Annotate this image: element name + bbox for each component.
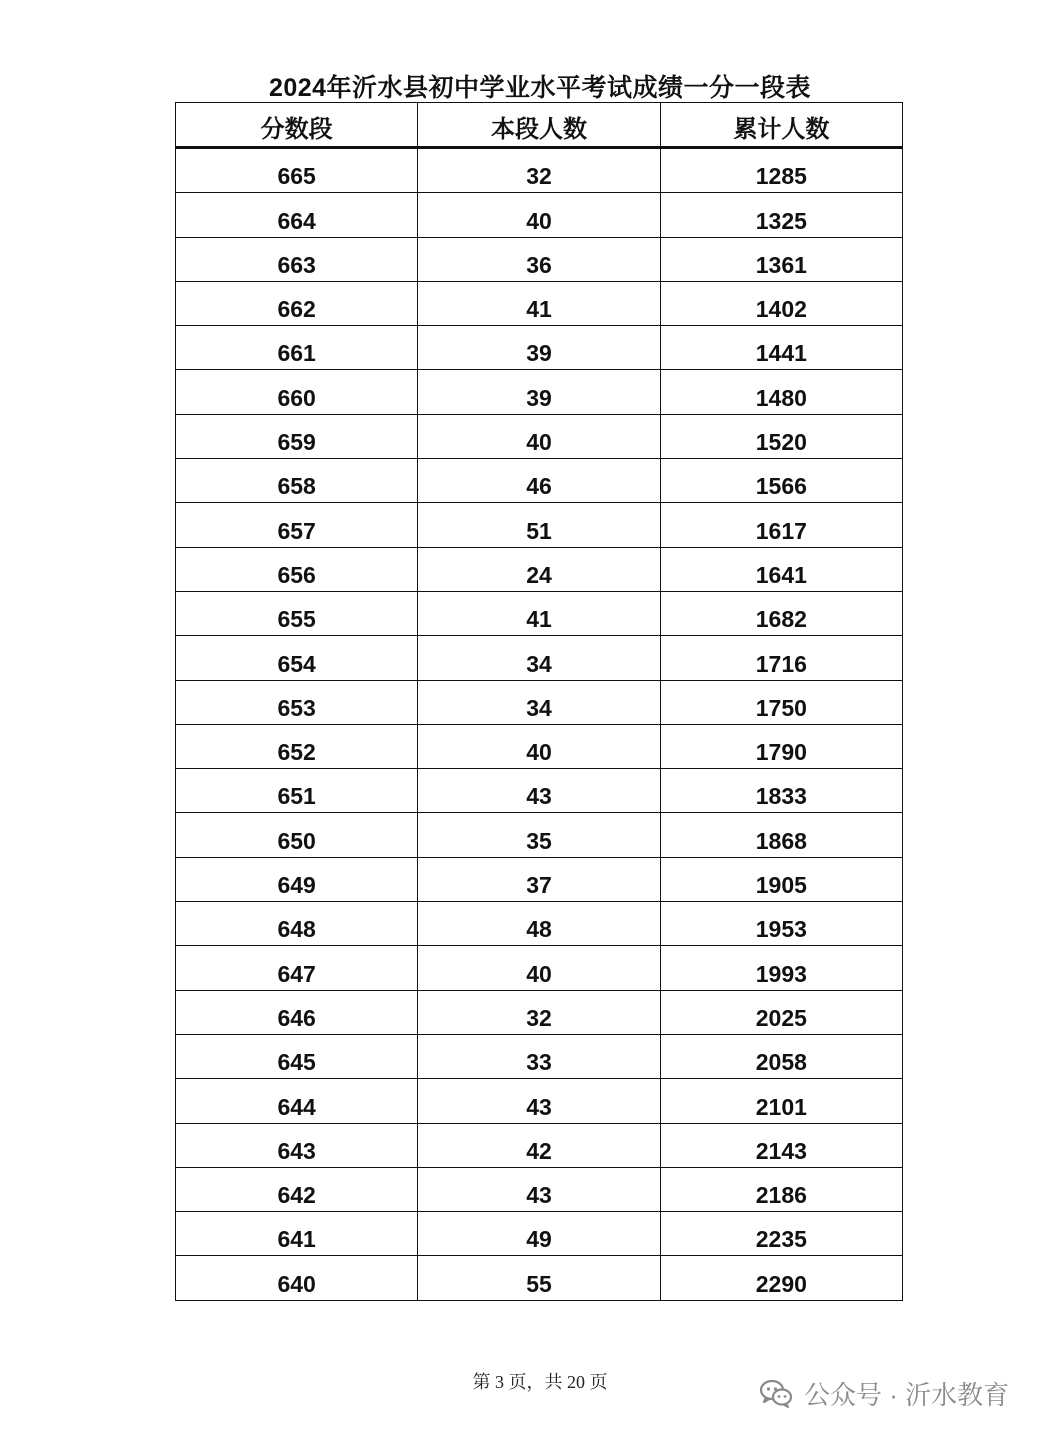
- cell-count: 55: [418, 1256, 660, 1300]
- cell-score: 641: [176, 1212, 418, 1256]
- table-header-row: [176, 103, 903, 148]
- table-row: [176, 990, 903, 1034]
- cell-cumulative: 1905: [660, 857, 902, 901]
- table-row: [176, 459, 903, 503]
- column-header-score: 分数段: [176, 103, 418, 148]
- cell-count: 40: [418, 724, 660, 768]
- cell-score: 648: [176, 902, 418, 946]
- cell-score: 645: [176, 1034, 418, 1078]
- cell-score: 657: [176, 503, 418, 547]
- cell-score: 661: [176, 326, 418, 370]
- cell-cumulative: 1285: [660, 148, 902, 193]
- cell-score: 653: [176, 680, 418, 724]
- cell-cumulative: 1682: [660, 591, 902, 635]
- cell-score: 643: [176, 1123, 418, 1167]
- table-row: [176, 724, 903, 768]
- cell-score: 663: [176, 237, 418, 281]
- page-title: 2024年沂水县初中学业水平考试成绩一分一段表: [268, 74, 812, 102]
- cell-score: 652: [176, 724, 418, 768]
- cell-score: 665: [176, 148, 418, 193]
- table-row: [176, 1034, 903, 1078]
- watermark: [758, 1373, 1009, 1413]
- table-row: [176, 503, 903, 547]
- cell-score: 660: [176, 370, 418, 414]
- cell-cumulative: 1641: [660, 547, 902, 591]
- cell-cumulative: 2290: [660, 1256, 902, 1300]
- wechat-icon: [758, 1375, 794, 1411]
- cell-count: 41: [418, 591, 660, 635]
- cell-score: 659: [176, 414, 418, 458]
- table-row: [176, 1212, 903, 1256]
- cell-count: 51: [418, 503, 660, 547]
- cell-score: 656: [176, 547, 418, 591]
- cell-score: 647: [176, 946, 418, 990]
- table-row: [176, 370, 903, 414]
- cell-score: 646: [176, 990, 418, 1034]
- column-header-cumulative: 累计人数: [660, 103, 902, 148]
- score-distribution-table: [175, 102, 903, 1301]
- table-row: [176, 1256, 903, 1300]
- cell-cumulative: 2235: [660, 1212, 902, 1256]
- cell-score: 654: [176, 636, 418, 680]
- cell-cumulative: 1361: [660, 237, 902, 281]
- cell-score: 642: [176, 1167, 418, 1211]
- cell-count: 24: [418, 547, 660, 591]
- cell-count: 34: [418, 636, 660, 680]
- cell-cumulative: 1953: [660, 902, 902, 946]
- cell-count: 40: [418, 946, 660, 990]
- cell-score: 664: [176, 193, 418, 237]
- cell-cumulative: 1868: [660, 813, 902, 857]
- cell-cumulative: 1402: [660, 281, 902, 325]
- cell-cumulative: 2186: [660, 1167, 902, 1211]
- table-row: [176, 946, 903, 990]
- table-row: [176, 326, 903, 370]
- cell-count: 43: [418, 769, 660, 813]
- table-row: [176, 281, 903, 325]
- cell-count: 49: [418, 1212, 660, 1256]
- cell-count: 37: [418, 857, 660, 901]
- page-number: 第 3 页，共 20 页: [472, 1372, 608, 1392]
- cell-cumulative: 1750: [660, 680, 902, 724]
- cell-cumulative: 1716: [660, 636, 902, 680]
- cell-score: 640: [176, 1256, 418, 1300]
- table-body: [176, 148, 903, 1301]
- cell-count: 35: [418, 813, 660, 857]
- cell-count: 41: [418, 281, 660, 325]
- cell-score: 655: [176, 591, 418, 635]
- cell-count: 48: [418, 902, 660, 946]
- table-row: [176, 148, 903, 193]
- table-row: [176, 1123, 903, 1167]
- column-header-count: 本段人数: [418, 103, 660, 148]
- cell-cumulative: 1790: [660, 724, 902, 768]
- cell-cumulative: 1520: [660, 414, 902, 458]
- cell-cumulative: 1566: [660, 459, 902, 503]
- cell-count: 46: [418, 459, 660, 503]
- table-row: [176, 902, 903, 946]
- table-row: [176, 680, 903, 724]
- table-row: [176, 813, 903, 857]
- table-row: [176, 636, 903, 680]
- table-row: [176, 414, 903, 458]
- cell-count: 36: [418, 237, 660, 281]
- cell-cumulative: 1325: [660, 193, 902, 237]
- cell-cumulative: 1480: [660, 370, 902, 414]
- cell-cumulative: 1617: [660, 503, 902, 547]
- table-row: [176, 857, 903, 901]
- cell-cumulative: 1441: [660, 326, 902, 370]
- cell-count: 34: [418, 680, 660, 724]
- cell-cumulative: 1833: [660, 769, 902, 813]
- table-row: [176, 769, 903, 813]
- cell-count: 33: [418, 1034, 660, 1078]
- cell-count: 39: [418, 326, 660, 370]
- cell-cumulative: 1993: [660, 946, 902, 990]
- table-row: [176, 547, 903, 591]
- cell-score: 649: [176, 857, 418, 901]
- cell-count: 42: [418, 1123, 660, 1167]
- cell-count: 40: [418, 193, 660, 237]
- cell-count: 32: [418, 148, 660, 193]
- cell-cumulative: 2058: [660, 1034, 902, 1078]
- table-row: [176, 1079, 903, 1123]
- cell-score: 662: [176, 281, 418, 325]
- watermark-text: 公众号 · 沂水教育: [804, 1379, 1010, 1410]
- table-row: [176, 591, 903, 635]
- table-row: [176, 1167, 903, 1211]
- cell-count: 32: [418, 990, 660, 1034]
- table-row: [176, 237, 903, 281]
- table-row: [176, 193, 903, 237]
- cell-count: 40: [418, 414, 660, 458]
- cell-score: 658: [176, 459, 418, 503]
- cell-count: 43: [418, 1079, 660, 1123]
- cell-count: 43: [418, 1167, 660, 1211]
- cell-count: 39: [418, 370, 660, 414]
- cell-cumulative: 2025: [660, 990, 902, 1034]
- cell-score: 651: [176, 769, 418, 813]
- cell-cumulative: 2143: [660, 1123, 902, 1167]
- cell-score: 644: [176, 1079, 418, 1123]
- cell-score: 650: [176, 813, 418, 857]
- cell-cumulative: 2101: [660, 1079, 902, 1123]
